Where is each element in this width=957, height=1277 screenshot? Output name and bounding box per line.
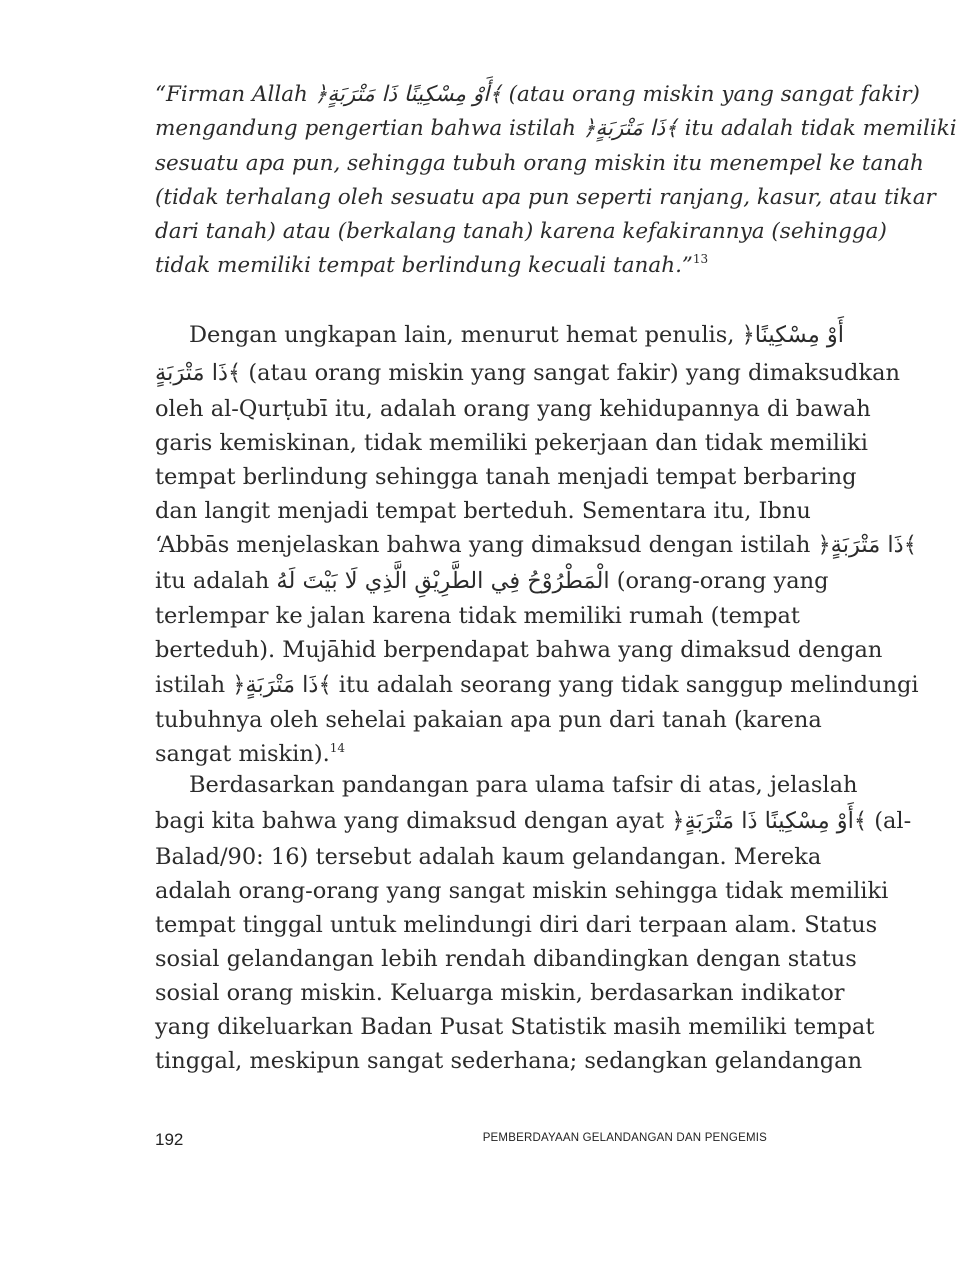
paragraph-line: tempat tinggal untuk melindungi diri dari terpaan alam. Status: [155, 912, 878, 938]
page-number: 192: [155, 1130, 184, 1149]
paragraph-line: tempat berlindung sehingga tanah menjadi tempat berbaring: [155, 464, 857, 490]
paragraph-line: bagi kita bahwa yang dimaksud dengan ayat ﴿أَوْ مِسْكِينًا ذَا مَتْرَبَةٍ﴾ (al-: [155, 808, 912, 834]
paragraph-line: oleh al-Qurṭubī itu, adalah orang yang kehidupannya di bawah: [155, 396, 871, 422]
page-footer: [155, 1130, 767, 1154]
paragraph-line: terlempar ke jalan karena tidak memiliki rumah (tempat: [155, 603, 800, 629]
paragraph-line: dan langit menjadi tempat berteduh. Sementara itu, Ibnu: [155, 498, 811, 524]
paragraph-1: [155, 316, 919, 771]
paragraph-line: adalah orang-orang yang sangat miskin sehingga tidak memiliki: [155, 878, 889, 904]
quote-line: mengandung pengertian bahwa istilah ﴿ذَا مَتْرَبَةٍ﴾ itu adalah tidak memiliki: [155, 116, 957, 142]
quote-line: (tidak terhalang oleh sesuatu apa pun seperti ranjang, kasur, atau tikar: [155, 184, 936, 210]
paragraph-line: tinggal, meskipun sangat sederhana; sedangkan gelandangan: [155, 1048, 863, 1074]
paragraph-line: istilah ﴿ذَا مَتْرَبَةٍ﴾ itu adalah seorang yang tidak sanggup melindungi: [155, 672, 919, 698]
running-title: PEMBERDAYAAN GELANDANGAN DAN PENGEMIS: [482, 1132, 767, 1144]
paragraph-line: tubuhnya oleh sehelai pakaian apa pun dari tanah (karena: [155, 707, 822, 733]
paragraph-line: garis kemiskinan, tidak memiliki pekerjaan dan tidak memiliki: [155, 430, 869, 456]
paragraph-line: Dengan ungkapan lain, menurut hemat penulis, ﴿أَوْ مِسْكِينًا: [189, 322, 845, 348]
quote-line: tidak memiliki tempat berlindung kecuali tanah.”: [155, 253, 693, 279]
paragraph-line: ‘Abbās menjelaskan bahwa yang dimaksud dengan istilah ﴿ذَا مَتْرَبَةٍ﴾: [155, 532, 917, 558]
paragraph-line: Balad/90: 16) tersebut adalah kaum gelandangan. Mereka: [155, 844, 822, 870]
paragraph-line: sosial gelandangan lebih rendah dibandingkan dengan status: [155, 946, 857, 972]
paragraph-line: yang dikeluarkan Badan Pusat Statistik masih memiliki tempat: [155, 1014, 875, 1040]
paragraph-line: sangat miskin).: [155, 741, 330, 767]
paragraph-line: Berdasarkan pandangan para ulama tafsir di atas, jelaslah: [189, 772, 858, 798]
quote-line: “Firman Allah ﴿أَوْ مِسْكِينًا ذَا مَتْرَبَةٍ﴾ (atau orang miskin yang sangat fakir): [155, 82, 920, 107]
paragraph-line: ذَا مَتْرَبَةٍ﴾ (atau orang miskin yang sangat fakir) yang dimaksudkan: [155, 360, 900, 386]
quote-last-line: [155, 249, 767, 283]
quote-block: [155, 78, 957, 284]
footnote-ref-13[interactable]: 13: [692, 252, 709, 267]
paragraph-2: [155, 768, 912, 1078]
footnote-ref-14[interactable]: 14: [329, 741, 346, 755]
paragraph-line: sosial orang miskin. Keluarga miskin, berdasarkan indikator: [155, 980, 845, 1006]
paragraph-line: itu adalah الْمَطْرُوْحُ فِي الطَّرِيْقِ الَّذِي لَا بَيْتَ لَهُ (orang-orang yang: [155, 568, 829, 594]
paragraph-last-line: [155, 737, 767, 771]
quote-line: dari tanah) atau (berkalang tanah) karena kefakirannya (sehingga): [155, 219, 887, 245]
quote-line: sesuatu apa pun, sehingga tubuh orang miskin itu menempel ke tanah: [155, 150, 924, 176]
paragraph-line: berteduh). Mujāhid berpendapat bahwa yang dimaksud dengan: [155, 637, 883, 663]
